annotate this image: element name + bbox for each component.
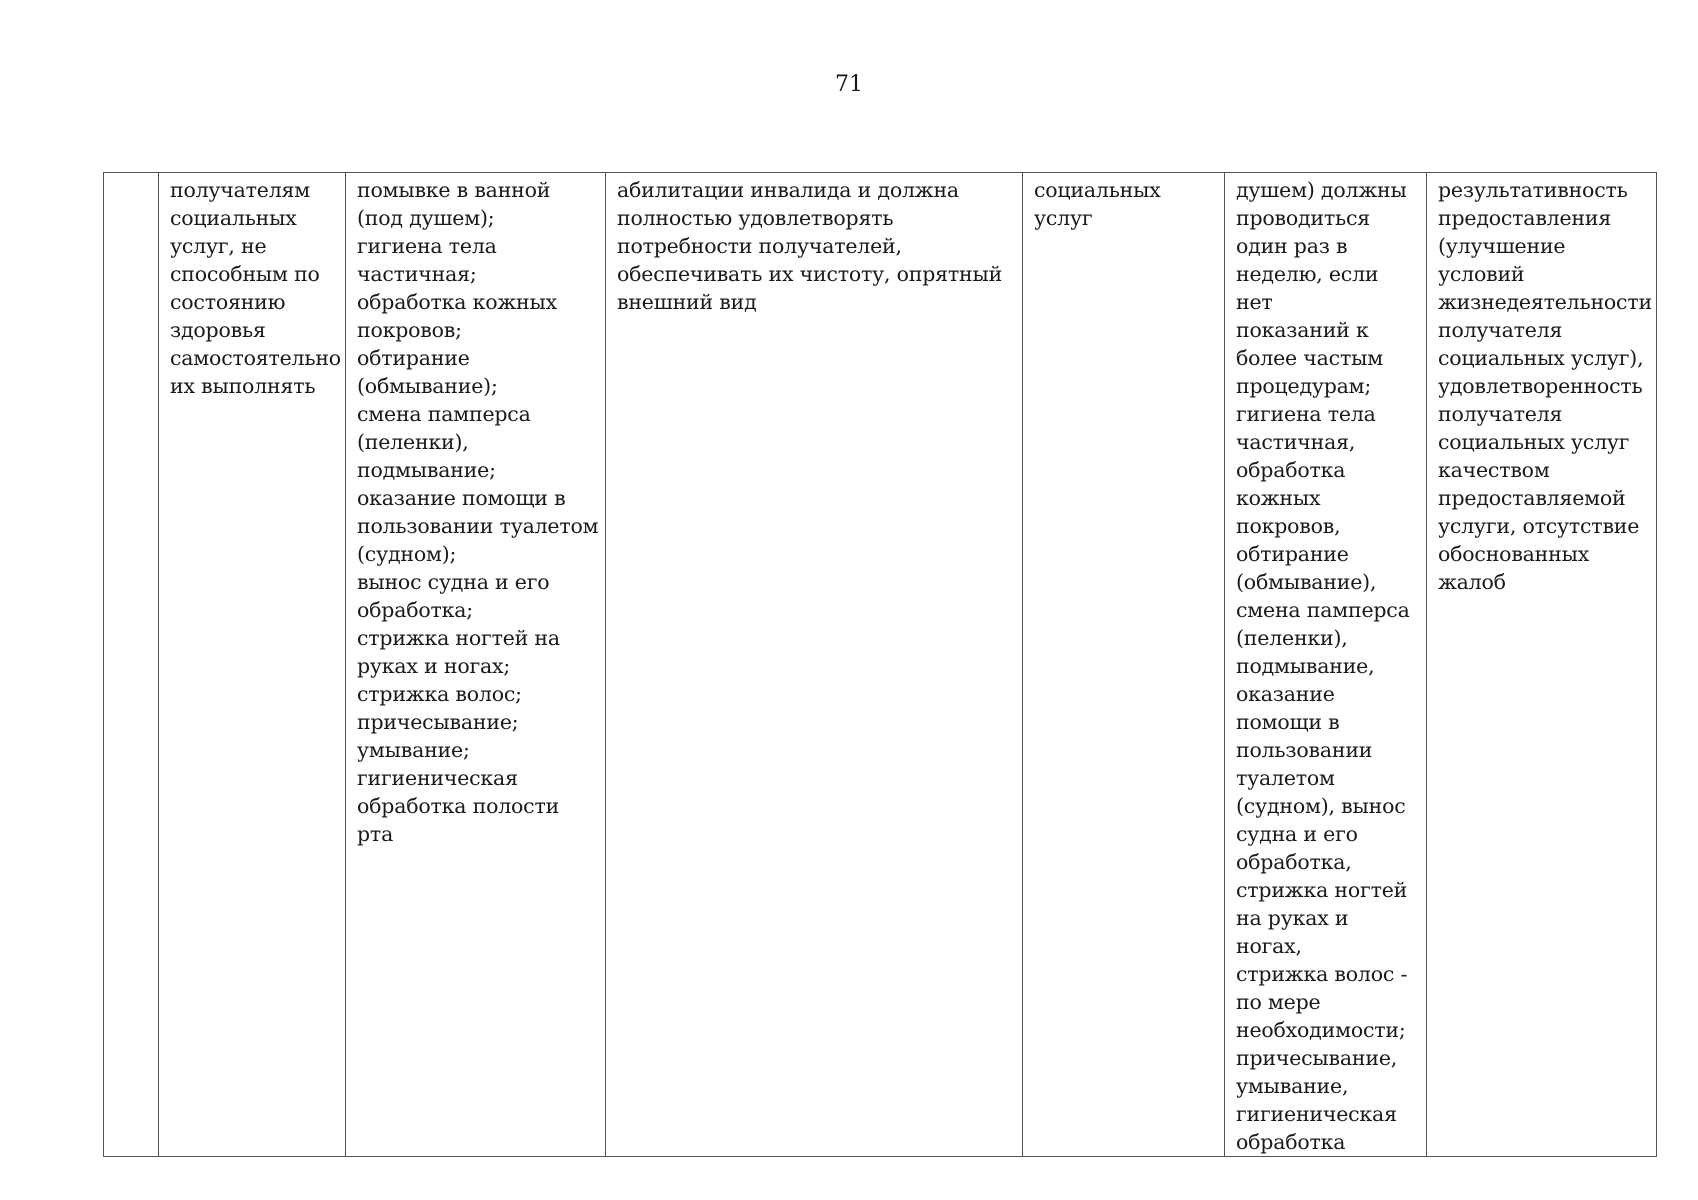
table-cell-services-list: помывке в ванной (под душем); гигиена тела частичная; обработка кожных покровов; обтирание (обмывание); смена памперса (пеленки), подмывание; оказание помощи в пользовании туалетом (судном); вынос судна и его обработка; стрижка ногтей на руках и ногах; стрижка волос; причесывание; умывание; гигиеническая обработка полости рта	[346, 173, 606, 1157]
table-cell-index	[104, 173, 159, 1157]
table-row	[104, 173, 1657, 1157]
page-number: 71	[835, 72, 863, 97]
table-cell-effectiveness: результативность предоставления (улучшение условий жизнедеятельности получателя социальных услуг), удовлетворенность получателя социальных услуг качеством предоставляемой услуги, отсутствие обоснованных жалоб	[1427, 173, 1657, 1157]
table-cell-recipients: получателям социальных услуг, не способным по состоянию здоровья самостоятельно их выполнять	[159, 173, 346, 1157]
standards-table	[103, 172, 1657, 1157]
table-cell-frequency: душем) должны проводиться один раз в неделю, если нет показаний к более частым процедурам; гигиена тела частичная, обработка кожных покровов, обтирание (обмывание), смена памперса (пеленки), подмывание, оказание помощи в пользовании туалетом (судном), вынос судна и его обработка, стрижка ногтей на руках и ногах, стрижка волос - по мере необходимости; причесывание, умывание, гигиеническая обработка	[1225, 173, 1427, 1157]
table-cell-requirements: абилитации инвалида и должна полностью удовлетворять потребности получателей, обеспечивать их чистоту, опрятный внешний вид	[606, 173, 1023, 1157]
table-cell-social-services: социальных услуг	[1023, 173, 1225, 1157]
